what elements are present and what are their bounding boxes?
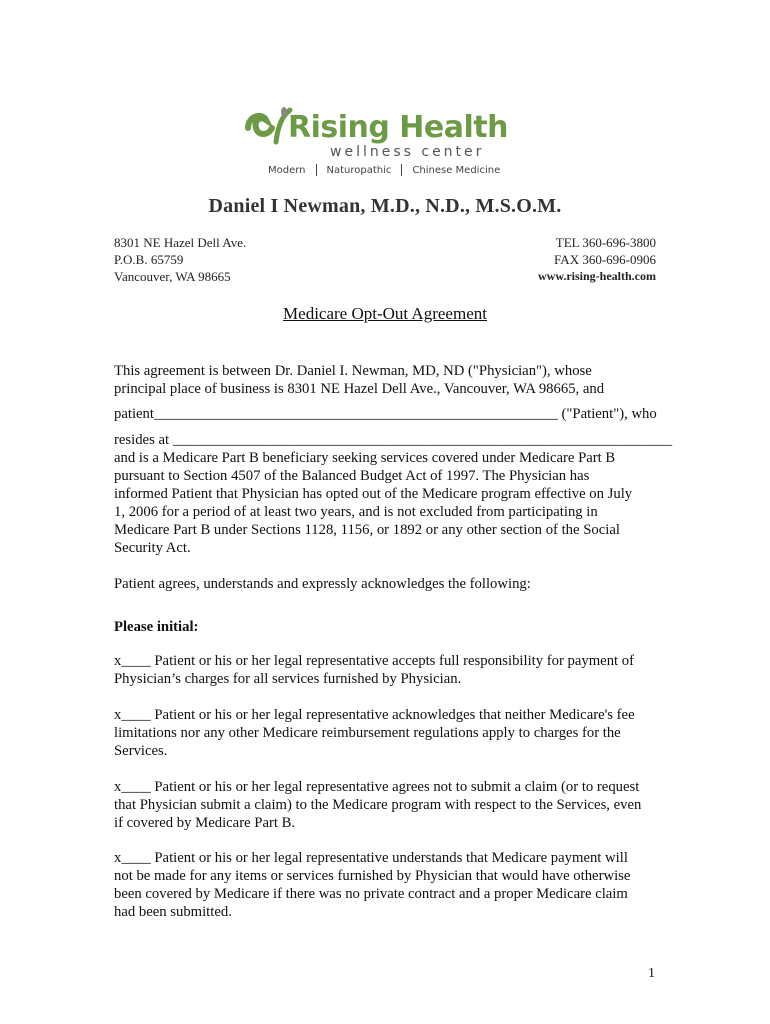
rising-health-leaf-icon: [242, 106, 294, 154]
logo-name: Rising Health: [288, 110, 508, 145]
initial-item-no-medicare-payment[interactable]: [114, 849, 659, 921]
address-line: 8301 NE Hazel Dell Ave.: [114, 235, 247, 250]
text-line: principal place of business is 8301 NE Hazel Dell Ave., Vancouver, WA 98665, and: [114, 381, 605, 397]
logo-tagline: [268, 164, 500, 176]
document-title: Medicare Opt-Out Agreement: [283, 304, 487, 323]
logo: [242, 102, 532, 180]
text-line: limitations nor any other Medicare reimbursement regulations apply to charges for the: [114, 725, 621, 741]
text-line: Physician’s charges for all services furnished by Physician.: [114, 671, 462, 687]
text-line: This agreement is between Dr. Daniel I. Newman, MD, ND ("Physician"), whose: [114, 363, 592, 379]
text-line: x____ Patient or his or her legal representative understands that Medicare payment will: [114, 850, 628, 866]
text-line: x____ Patient or his or her legal representative acknowledges that neither Medicare's fee: [114, 707, 635, 723]
text-line: informed Patient that Physician has opted out of the Medicare program effective on July: [114, 486, 633, 502]
text-line: Medicare Part B under Sections 1128, 1156, or 1892 or any other section of the Social: [114, 522, 620, 538]
text-line: been covered by Medicare if there was no private contract and a proper Medicare claim: [114, 886, 628, 902]
contact-block: [538, 234, 656, 285]
initial-item-payment-responsibility[interactable]: [114, 652, 659, 688]
text-line: that Physician submit a claim) to the Medicare program with respect to the Services, even: [114, 797, 642, 813]
residence-field[interactable]: resides at ____________________________________________________________________: [114, 432, 673, 448]
patient-name-line: [114, 405, 659, 423]
logo-tag-modern: Modern: [268, 165, 306, 176]
text-line: and is a Medicare Part B beneficiary seeking services covered under Medicare Part B: [114, 450, 616, 466]
logo-tag-chinese-medicine: Chinese Medicine: [412, 165, 501, 176]
fax: FAX 360-696-0906: [554, 252, 656, 267]
patient-name-field[interactable]: patient_______________________________________________________ ("Patient"), who: [114, 406, 657, 422]
text-line: x____ Patient or his or her legal representative agrees not to submit a claim (or to request: [114, 779, 640, 795]
tag-separator: [401, 164, 402, 176]
doctor-name: Daniel I Newman, M.D., N.D., M.S.O.M.: [208, 195, 562, 217]
address-block: [114, 234, 246, 285]
tag-separator: [316, 164, 317, 176]
initial-item-fee-limitations[interactable]: [114, 706, 659, 760]
text-line: Security Act.: [114, 540, 191, 556]
text-line: pursuant to Section 4507 of the Balanced Budget Act of 1997. The Physician has: [114, 468, 590, 484]
please-initial-heading: Please initial:: [114, 619, 199, 635]
main-paragraph: [114, 431, 673, 557]
website-link[interactable]: www.rising-health.com: [538, 269, 656, 283]
logo-tag-naturopathic: Naturopathic: [326, 165, 392, 176]
text-line: had been submitted.: [114, 904, 232, 920]
intro-paragraph: [114, 362, 659, 398]
text-line: Services.: [114, 743, 168, 759]
initial-item-no-claim[interactable]: [114, 778, 659, 832]
text-line: 1, 2006 for a period of at least two years, and is not excluded from participating in: [114, 504, 598, 520]
page-number: 1: [648, 966, 655, 981]
text-line: Patient agrees, understands and expressly acknowledges the following:: [114, 576, 531, 592]
text-line: if covered by Medicare Part B.: [114, 815, 296, 831]
logo-subtitle: wellness center: [330, 144, 485, 160]
text-line: not be made for any items or services furnished by Physician that would have otherwise: [114, 868, 631, 884]
address-line: Vancouver, WA 98665: [114, 269, 231, 284]
address-line: P.O.B. 65759: [114, 252, 184, 267]
text-line: x____ Patient or his or her legal representative accepts full responsibility for payment of: [114, 653, 635, 669]
telephone: TEL 360-696-3800: [555, 235, 656, 250]
agreement-statement: [114, 575, 659, 593]
